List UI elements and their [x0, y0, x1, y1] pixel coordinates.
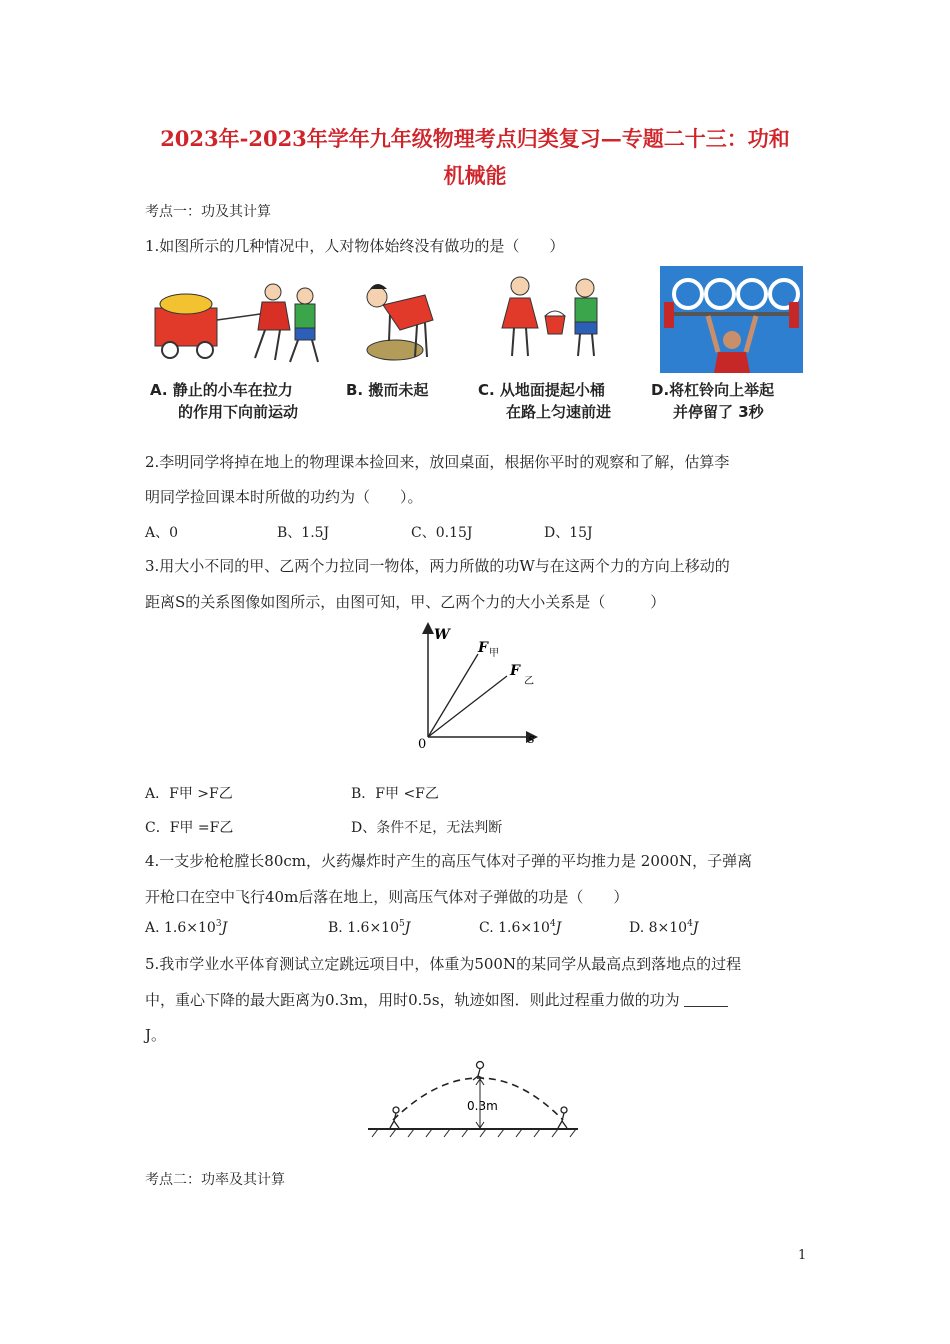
- q1-caption-a-line1: A. 静止的小车在拉力: [150, 381, 293, 399]
- origin-label: 0: [418, 737, 427, 752]
- q5-stem-line2: 中，重心下降的最大距离为0.3m，用时0.5s，轨迹如图．则此过程重力做的功为: [145, 989, 728, 1010]
- q3-graph: [410, 622, 550, 752]
- q5-stem-line1: 5.我市学业水平体育测试立定跳远项目中，体重为500N的某同学从最高点到落地点的过程: [145, 955, 742, 973]
- child-girl-image: [255, 284, 290, 360]
- q1-figure-d: [660, 266, 803, 373]
- line-f-yi: [428, 676, 507, 737]
- q4-option-b: B. $1.6\times 10^5J$: [328, 919, 411, 936]
- q3-option-a: A．F甲 >F乙: [145, 786, 233, 802]
- q1-caption-d-line1: D.将杠铃向上举起: [651, 381, 775, 399]
- q3-option-c: C．F甲 =F乙: [145, 820, 234, 836]
- q4-stem-line2: 开枪口在空中飞行40m后落在地上，则高压气体对子弹做的功是（ ）: [145, 888, 629, 906]
- q3-stem-line2: 距离S的关系图像如图所示，由图可知，甲、乙两个力的大小关系是（ ）: [145, 593, 666, 611]
- ground-hatching: [372, 1129, 576, 1137]
- q4-option-d: D. $8\times 10^4J$: [629, 919, 699, 936]
- q5-figure: [368, 1058, 583, 1140]
- f-yi-label: F: [510, 663, 520, 679]
- q2-option-c: C、0.15J: [411, 525, 473, 541]
- q1-figure-c: [490, 272, 610, 362]
- q2-option-b: B、1.5J: [277, 525, 330, 541]
- height-label: 0.3m: [467, 1099, 498, 1113]
- section1-heading: 考点一：功及其计算: [145, 204, 271, 220]
- q3-option-d: D、条件不足，无法判断: [351, 820, 503, 836]
- q1-figure-b: [355, 275, 445, 365]
- answer-blank[interactable]: [684, 992, 728, 1007]
- jumper-land-icon: [558, 1107, 567, 1128]
- cart-image: [155, 294, 217, 358]
- f-jia-label: F: [478, 640, 488, 656]
- q4-stem-line1: 4.一支步枪枪膛长80cm，火药爆炸时产生的高压气体对子弹的平均推力是 2000N，子弹离: [145, 852, 753, 870]
- q1-caption-d-line2: 并停留了 3秒: [673, 403, 764, 421]
- page-title-line2: 机械能: [443, 163, 507, 188]
- q1-figure-a: [150, 268, 330, 378]
- bucket-image: [545, 311, 565, 334]
- page-number: 1: [798, 1248, 807, 1263]
- line-f-jia: [428, 654, 478, 737]
- x-axis-label: s: [528, 732, 535, 747]
- y-axis-label: W: [434, 627, 450, 643]
- q1-caption-b: B. 搬而未起: [346, 381, 429, 399]
- child-boy-image: [290, 288, 318, 362]
- boy-carrying-image: [575, 279, 597, 356]
- page-title-line1: 2023年-2023年学年九年级物理考点归类复习—专题二十三：功和: [160, 126, 790, 151]
- jumper-start-icon: [390, 1107, 399, 1128]
- f-yi-sub: 乙: [524, 676, 534, 687]
- girl-carrying-image: [502, 277, 538, 356]
- q1-stem: 1.如图所示的几种情况中，人对物体始终没有做功的是（ ）: [145, 237, 565, 255]
- q2-stem-line2: 明同学捡回课本时所做的功约为（ ）。: [145, 488, 423, 506]
- q2-stem-line1: 2.李明同学将掉在地上的物理课本捡回来，放回桌面，根据你平时的观察和了解，估算李: [145, 453, 730, 471]
- q1-caption-c-line2: 在路上匀速前进: [506, 403, 612, 421]
- q2-option-a: A、0: [145, 525, 179, 541]
- q3-option-b: B．F甲 <F乙: [351, 786, 439, 802]
- q4-option-a: A. $1.6\times 10^3J$: [145, 919, 228, 936]
- section2-heading: 考点二：功率及其计算: [145, 1172, 285, 1188]
- q1-caption-a-line2: 的作用下向前运动: [178, 403, 299, 421]
- f-jia-sub: 甲: [489, 648, 499, 659]
- q5-stem-line3: J。: [145, 1026, 167, 1044]
- q4-option-c: C. $1.6\times 10^4J$: [479, 919, 562, 936]
- q3-stem-line1: 3.用大小不同的甲、乙两个力拉同一物体，两力所做的功W与在这两个力的方向上移动的: [145, 557, 730, 575]
- q2-option-d: D、15J: [544, 525, 593, 541]
- q1-caption-c-line1: C. 从地面提起小桶: [478, 381, 605, 399]
